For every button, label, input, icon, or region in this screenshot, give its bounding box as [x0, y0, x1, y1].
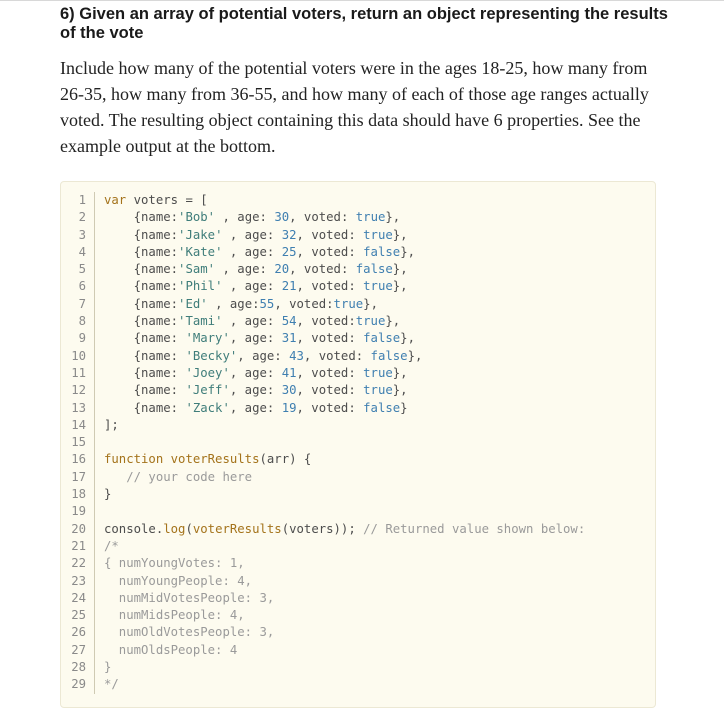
- code-token: 21: [281, 279, 297, 294]
- code-token: , age:: [215, 210, 275, 225]
- code-token: 30: [281, 383, 297, 398]
- code-token: , voted:: [296, 244, 364, 259]
- code-token: false: [363, 331, 401, 346]
- line-number: 29: [71, 677, 86, 692]
- code-token: },: [407, 348, 423, 363]
- line-number: 12: [71, 383, 86, 398]
- code-token: },: [385, 210, 401, 225]
- line-number: 26: [71, 625, 86, 640]
- code-line: [104, 642, 655, 659]
- code-token: ];: [104, 417, 119, 432]
- code-token: function: [104, 452, 164, 467]
- code-token: , age:: [207, 296, 260, 311]
- line-number: 25: [71, 608, 86, 623]
- line-number-gutter: [61, 192, 95, 694]
- code-line: [104, 296, 655, 313]
- code-token: , age:: [215, 262, 275, 277]
- code-line: [104, 659, 655, 676]
- code-token: 25: [281, 244, 297, 259]
- line-number: 10: [71, 348, 86, 363]
- code-token: },: [400, 331, 415, 346]
- code-token: }: [104, 660, 112, 675]
- code-token: numMidVotesPeople: 3,: [104, 590, 275, 605]
- code-token: 'Jeff': [185, 383, 230, 398]
- code-token: (arr) {: [259, 452, 312, 467]
- code-token: console.: [104, 521, 164, 536]
- code-token: voterResults: [170, 452, 260, 467]
- code-line: [104, 469, 655, 486]
- code-token: , voted:: [296, 331, 364, 346]
- code-line: [104, 590, 655, 607]
- code-line: [104, 400, 655, 417]
- line-number: 3: [78, 227, 86, 242]
- code-line: [104, 278, 655, 295]
- code-token: , age:: [229, 331, 282, 346]
- line-number: 15: [71, 435, 86, 450]
- code-token: numOldsPeople: 4: [104, 642, 238, 657]
- line-number: 9: [78, 331, 86, 346]
- code-token: 'Becky': [185, 348, 238, 363]
- line-number: 23: [71, 573, 86, 588]
- code-token: },: [400, 244, 415, 259]
- code-token: , voted:: [274, 296, 334, 311]
- line-number: 4: [78, 244, 86, 259]
- code-line: [104, 451, 655, 468]
- code-line: [104, 244, 655, 261]
- code-token: voterResults: [192, 521, 282, 536]
- code-token: , voted:: [296, 279, 364, 294]
- code-line: [104, 555, 655, 572]
- line-number: 1: [78, 193, 86, 207]
- code-token: , age:: [222, 314, 282, 329]
- code-token: // your code here: [104, 469, 253, 484]
- code-token: {name:: [104, 227, 179, 242]
- code-token: 55: [259, 296, 275, 311]
- code-token: {name:: [104, 279, 179, 294]
- exercise-heading: 6) Given an array of potential voters, return an object representing the results of the vote: [60, 5, 668, 42]
- code-token: 'Zack': [185, 400, 230, 415]
- line-number: 21: [71, 538, 86, 553]
- code-token: {name:: [104, 262, 179, 277]
- code-token: },: [363, 296, 378, 311]
- code-token: {name:: [104, 314, 179, 329]
- code-token: , voted:: [296, 365, 364, 380]
- code-token: , voted:: [289, 262, 356, 277]
- code-token: var: [104, 193, 127, 207]
- code-token: , voted:: [303, 348, 371, 363]
- code-token: 'Tami': [178, 314, 223, 329]
- code-token: false: [363, 400, 401, 415]
- code-token: , voted:: [296, 400, 364, 415]
- code-token: {name:: [104, 383, 186, 398]
- code-token: 31: [281, 331, 297, 346]
- code-token: },: [392, 227, 408, 242]
- code-line: [104, 573, 655, 590]
- code-token: 'Mary': [185, 331, 230, 346]
- code-token: }: [400, 400, 408, 415]
- code-token: false: [355, 262, 393, 277]
- code-token: },: [392, 262, 408, 277]
- code-line: [104, 382, 655, 399]
- code-token: { numYoungVotes: 1,: [104, 556, 245, 571]
- code-token: (: [185, 521, 193, 536]
- code-line: [104, 192, 655, 209]
- code-line: [104, 624, 655, 641]
- code-token: false: [370, 348, 408, 363]
- code-token: , voted:: [296, 227, 364, 242]
- code-token: 'Kate': [178, 244, 223, 259]
- code-token: // Returned value shown below:: [363, 521, 586, 536]
- code-token: , age:: [222, 244, 282, 259]
- code-token: {name:: [104, 210, 179, 225]
- code-token: false: [363, 244, 401, 259]
- line-number: 24: [71, 590, 86, 605]
- code-token: 'Joey': [185, 365, 230, 380]
- code-token: 'Ed': [178, 296, 208, 311]
- code-token: 20: [274, 262, 290, 277]
- line-number: 13: [71, 400, 86, 415]
- code-line: [104, 227, 655, 244]
- code-token: numYoungPeople: 4,: [104, 573, 253, 588]
- code-line: [104, 486, 655, 503]
- line-number: 7: [78, 296, 86, 311]
- line-number: 2: [78, 210, 86, 225]
- code-line: [104, 209, 655, 226]
- code-line: [104, 417, 655, 434]
- code-token: 41: [281, 365, 297, 380]
- code-token: (voters));: [281, 521, 364, 536]
- code-token: true: [363, 227, 393, 242]
- code-token: numMidsPeople: 4,: [104, 608, 245, 623]
- code-token: */: [104, 677, 119, 692]
- code-line: [104, 503, 655, 520]
- line-number: 19: [71, 504, 86, 519]
- code-token: {name:: [104, 365, 186, 380]
- code-token: true: [333, 296, 364, 311]
- code-token: 'Sam': [178, 262, 216, 277]
- exercise-description: Include how many of the potential voters were in the ages 18-25, how many from 26-35, how many from 36-55, and how many of each of those age ranges actually voted. The resulting object containing this data should have 6 properties. See the example output at the bottom.: [60, 58, 649, 156]
- code-token: , age:: [222, 279, 282, 294]
- code-token: numOldVotesPeople: 3,: [104, 625, 275, 640]
- line-number: 28: [71, 660, 86, 675]
- code-line: [104, 538, 655, 555]
- line-number: 17: [71, 469, 86, 484]
- code-token: true: [363, 365, 393, 380]
- code-token: 54: [281, 314, 297, 329]
- code-token: 19: [281, 400, 297, 415]
- line-number: 11: [71, 365, 86, 380]
- code-token: {name:: [104, 331, 186, 346]
- code-token: , voted:: [289, 210, 356, 225]
- code-line: [104, 607, 655, 624]
- line-number: 14: [71, 417, 86, 432]
- code-block: [60, 181, 656, 708]
- code-token: true: [363, 279, 393, 294]
- code-token: log: [163, 521, 186, 536]
- line-number: 8: [78, 314, 86, 329]
- code-token: {name:: [104, 348, 186, 363]
- code-token: true: [363, 383, 393, 398]
- code-token: , voted:: [296, 383, 364, 398]
- code-content: [104, 192, 655, 694]
- code-token: 32: [281, 227, 297, 242]
- code-line: [104, 676, 655, 693]
- code-token: {name:: [104, 296, 179, 311]
- code-token: , age:: [222, 227, 282, 242]
- code-token: },: [392, 365, 408, 380]
- code-token: , age:: [229, 383, 282, 398]
- code-token: 'Bob': [178, 210, 216, 225]
- code-line: [104, 521, 655, 538]
- code-line: [104, 313, 655, 330]
- line-number: 16: [71, 452, 86, 467]
- code-token: },: [385, 314, 401, 329]
- line-number: 18: [71, 487, 86, 502]
- code-token: [163, 452, 170, 466]
- code-line: [104, 348, 655, 365]
- code-token: },: [392, 383, 408, 398]
- code-line: [104, 261, 655, 278]
- code-token: , voted:: [296, 314, 356, 329]
- line-number: 6: [78, 279, 86, 294]
- line-number: 20: [71, 521, 86, 536]
- code-token: }: [104, 487, 112, 502]
- code-token: },: [392, 279, 408, 294]
- code-token: true: [355, 210, 386, 225]
- code-token: {name:: [104, 244, 179, 259]
- code-token: , age:: [237, 348, 290, 363]
- code-line: [104, 330, 655, 347]
- code-token: /*: [104, 538, 119, 553]
- code-token: voters = [: [126, 193, 208, 207]
- code-token: , age:: [229, 400, 282, 415]
- code-token: {name:: [104, 400, 186, 415]
- code-token: 30: [274, 210, 290, 225]
- code-token: 43: [289, 348, 304, 363]
- code-token: , age:: [229, 365, 282, 380]
- code-token: true: [355, 314, 386, 329]
- code-token: 'Jake': [178, 227, 223, 242]
- line-number: 27: [71, 642, 86, 657]
- code-token: 'Phil': [178, 279, 223, 294]
- code-line: [104, 365, 655, 382]
- line-number: 5: [78, 262, 86, 277]
- code-line: [104, 434, 655, 451]
- line-number: 22: [71, 556, 86, 571]
- top-divider: [0, 0, 724, 1]
